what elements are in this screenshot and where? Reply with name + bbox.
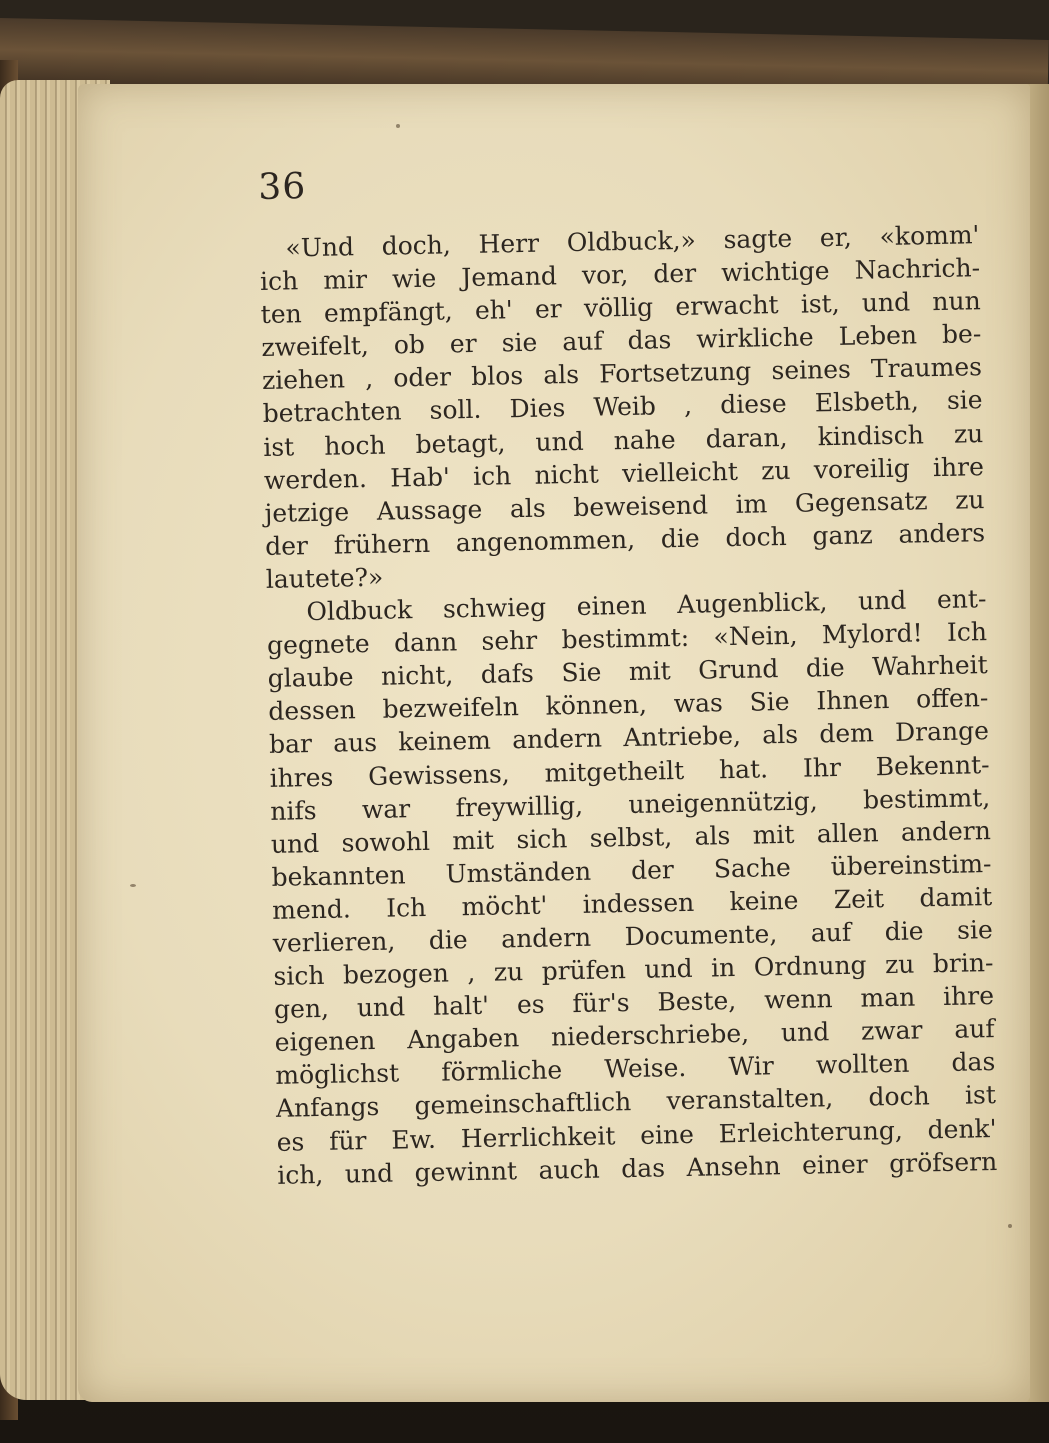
text-line: betrachten soll. Dies Weib , diese Elsbeth, sie [262, 385, 983, 429]
text-line: werden. Hab' ich nicht vielleicht zu voreilig ihre [263, 451, 985, 495]
text-line: ziehen , oder blos als Fortsetzung seines Traumes [261, 352, 983, 396]
text-line: glaube nicht, dafs Sie mit Grund die Wahrheit [267, 650, 988, 694]
paragraph-2 [266, 582, 997, 1191]
text-line: ihres Gewissens, mitgetheilt hat. Ihr Bekennt- [269, 749, 990, 793]
text-line: eigenen Angaben niederschriebe, und zwar auf [274, 1014, 995, 1058]
page-number: 36 [257, 166, 307, 208]
text-line: Oldbuck schwieg einen Augenblick, und ent- [306, 584, 987, 627]
paper-speck [396, 124, 400, 128]
text-line: lautete?» [265, 562, 384, 594]
text-line: ich, und gewinnt auch das Ansehn einer gröfsern [277, 1146, 998, 1190]
text-line: ich mir wie Jemand vor, der wichtige Nachrich- [259, 253, 981, 297]
text-line: ist hoch betagt, und nahe daran, kindisch zu [263, 418, 984, 462]
text-line: mend. Ich möcht' indessen keine Zeit damit [271, 881, 993, 925]
text-line: gegnete dann sehr bestimmt: «Nein, Mylord! Ich [266, 617, 988, 661]
text-line: bar aus keinem andern Antriebe, als dem Drange [268, 716, 990, 760]
text-line: es für Ew. Herrlichkeit eine Erleichterung, denk' [276, 1113, 997, 1157]
paragraph-1 [259, 218, 986, 596]
page-text-block [258, 156, 997, 1191]
paper-speck [1008, 1224, 1012, 1228]
text-line: bekannten Umständen der Sache übereinstim- [271, 848, 992, 892]
text-line: möglichst förmliche Weise. Wir wollten das [275, 1047, 996, 1091]
text-line: nifs war freywillig, uneigennützig, bestimmt, [270, 782, 991, 826]
text-line: «Und doch, Herr Oldbuck,» sagte er, «komm' [285, 220, 980, 263]
text-line: jetzige Aussage als beweisend im Gegensatz zu [264, 484, 985, 528]
text-line: dessen bezweifeln können, was Sie Ihnen offen- [268, 683, 989, 727]
text-line: der frühern angenommen, die doch ganz anders [264, 517, 986, 561]
text-line: gen, und halt' es für's Beste, wenn man ihre [273, 981, 995, 1024]
text-line: und sowohl mit sich selbst, als mit allen andern [270, 815, 992, 859]
text-line: zweifelt, ob er sie auf das wirkliche Leben be- [261, 319, 982, 363]
text-line: ten empfängt, eh' er völlig erwacht ist, und nun [260, 286, 981, 330]
paper-speck [130, 884, 136, 887]
text-line: verlieren, die andern Documente, auf die sie [272, 915, 993, 958]
text-line: Anfangs gemeinschaftlich veranstalten, doch ist [275, 1080, 997, 1124]
text-line: sich bezogen , zu prüfen und in Ordnung zu brin- [273, 948, 994, 991]
